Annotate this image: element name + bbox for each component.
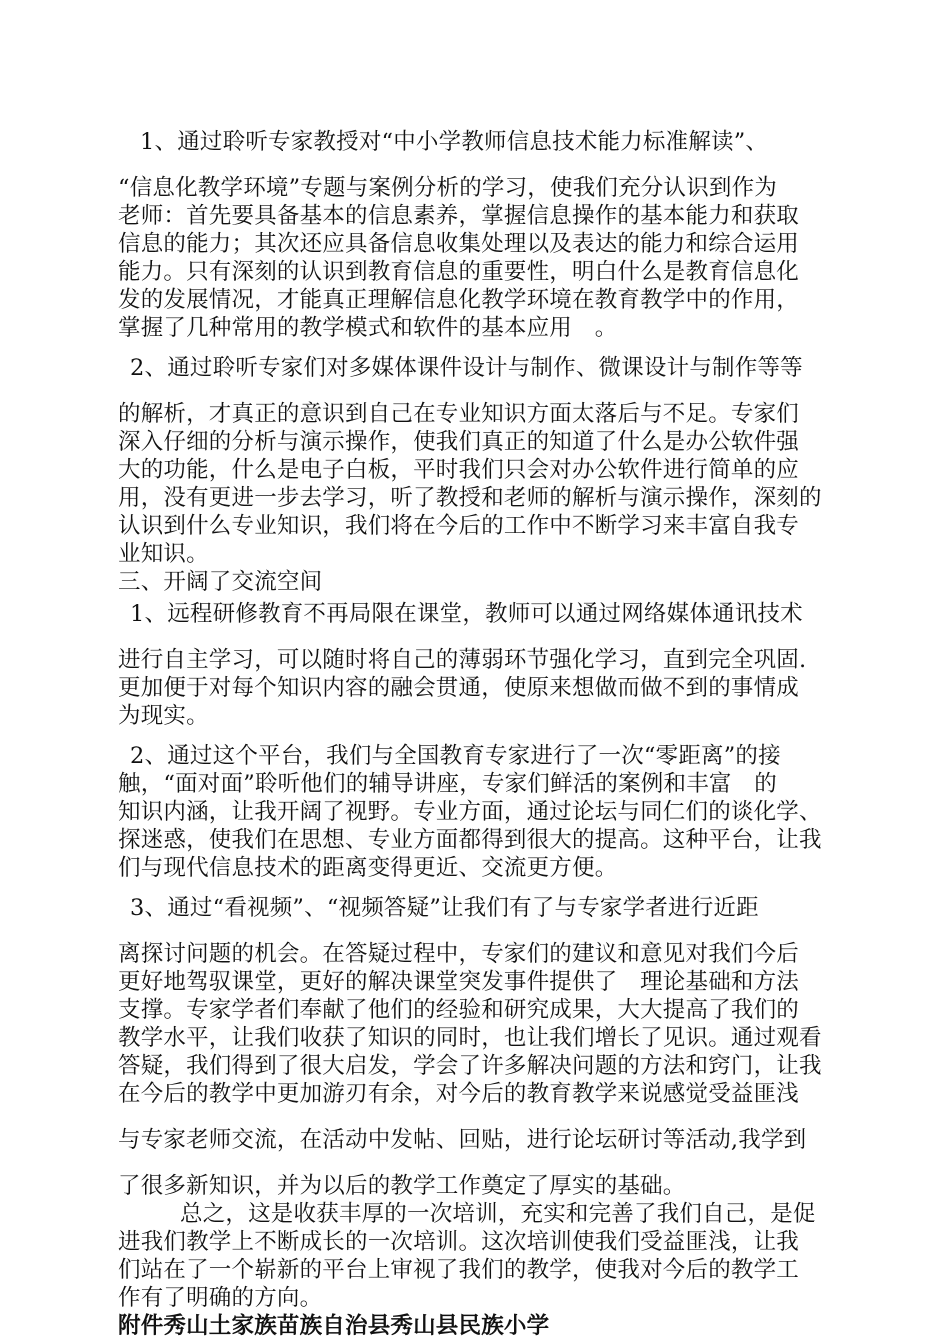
text-line: 为现实。 — [118, 703, 209, 729]
document-body — [118, 128, 834, 1340]
text-line: 知识内涵，让我开阔了视野。专业方面，通过论坛与同仁们的谈化学、 — [118, 799, 822, 825]
paragraph-8 — [118, 1200, 834, 1312]
text-line: 进我们教学上不断成长的一次培训。这次培训使我们受益匪浅，让我 — [118, 1229, 800, 1255]
text-line: 能力。只有深刻的认识到教育信息的重要性，明白什么是教育信息化 — [118, 259, 800, 285]
text-line: “信息化教学环境”专题与案例分析的学习，使我们充分认识到作为 — [118, 175, 778, 201]
text-line: 业知识。 — [118, 541, 209, 567]
paragraph-5-line-1: 3、通过“看视频”、“视频答疑”让我们有了与专家学者进行近距 — [130, 895, 759, 921]
text-line: 更加便于对每个知识内容的融会贯通，使原来想做而做不到的事情成 — [118, 675, 800, 701]
text-line: 答疑，我们得到了很大启发，学会了许多解决问题的方法和窍门，让我 — [118, 1053, 822, 1079]
paragraph-3-line-1: 1、远程研修教育不再局限在课堂，教师可以通过网络媒体通讯技术 — [130, 601, 803, 627]
text-line: 认识到什么专业知识，我们将在今后的工作中不断学习来丰富自我专 — [118, 513, 800, 539]
text-line: 信息的能力；其次还应具备信息收集处理以及表达的能力和综合运用 — [118, 231, 800, 257]
text-line: 大的功能，什么是电子白板，平时我们只会对办公软件进行简单的应 — [118, 457, 800, 483]
text-line: 在今后的教学中更加游刃有余，对今后的教育教学来说感觉受益匪浅 — [118, 1081, 800, 1107]
text-line: 更好地驾驭课堂，更好的解决课堂突发事件提供了 理论基础和方法 — [118, 969, 800, 995]
text-line: 总之，这是收获丰厚的一次培训，充实和完善了我们自己，是促 — [180, 1201, 816, 1227]
text-line: 老师：首先要具备基本的信息素养，掌握信息操作的基本能力和获取 — [118, 203, 800, 229]
text-line: 们与现代信息技术的距离变得更近、交流更方便。 — [118, 855, 618, 881]
paragraph-4 — [118, 742, 834, 882]
paragraph-2-body — [118, 400, 834, 596]
text-line: 探迷惑，使我们在思想、专业方面都得到很大的提高。这种平台，让我 — [118, 827, 822, 853]
paragraph-2-line-1: 2、通过聆听专家们对多媒体课件设计与制作、微课设计与制作等等 — [130, 355, 803, 381]
attachment-school-name: 附件秀山土家族苗族自治县秀山县民族小学 — [118, 1313, 550, 1339]
text-line: 教学水平，让我们收获了知识的同时，也让我们增长了见识。通过观看 — [118, 1025, 822, 1051]
text-line: 离探讨问题的机会。在答疑过程中，专家们的建议和意见对我们今后 — [118, 941, 800, 967]
text-line: 支撑。专家学者们奉献了他们的经验和研究成果，大大提高了我们的 — [118, 997, 800, 1023]
text-line: 触，“面对面”聆听他们的辅导讲座，专家们鲜活的案例和丰富 的 — [118, 771, 778, 797]
paragraph-1-line-1: 1、通过聆听专家教授对“中小学教师信息技术能力标准解读”、 — [140, 129, 769, 155]
text-line: 们站在了一个崭新的平台上审视了我们的教学，使我对今后的教学工 — [118, 1257, 800, 1283]
text-line: 用，没有更进一步去学习，听了教授和老师的解析与演示操作，深刻的 — [118, 485, 822, 511]
text-line: 深入仔细的分析与演示操作，使我们真正的知道了什么是办公软件强 — [118, 429, 800, 455]
paragraph-3-body — [118, 646, 834, 730]
text-line: 掌握了几种常用的教学模式和软件的基本应用 。 — [118, 315, 618, 341]
paragraph-5-body — [118, 940, 834, 1108]
text-line: 发的发展情况，才能真正理解信息化教学环境在教育教学中的作用， — [118, 287, 800, 313]
section-heading: 三、开阔了交流空间 — [118, 569, 323, 595]
paragraph-6-line: 与专家老师交流，在活动中发帖、回贴，进行论坛研讨等活动,我学到 — [118, 1127, 807, 1153]
text-line: 作有了明确的方向。 — [118, 1285, 323, 1311]
paragraph-7-line: 了很多新知识，并为以后的教学工作奠定了厚实的基础。 — [118, 1173, 686, 1199]
text-line: 的解析，才真正的意识到自己在专业知识方面太落后与不足。专家们 — [118, 401, 800, 427]
text-line: 进行自主学习，可以随时将自己的薄弱环节强化学习，直到完全巩固. — [118, 647, 807, 673]
text-line: 2、通过这个平台，我们与全国教育专家进行了一次“零距离”的接 — [130, 743, 781, 769]
paragraph-1-body — [118, 174, 834, 342]
